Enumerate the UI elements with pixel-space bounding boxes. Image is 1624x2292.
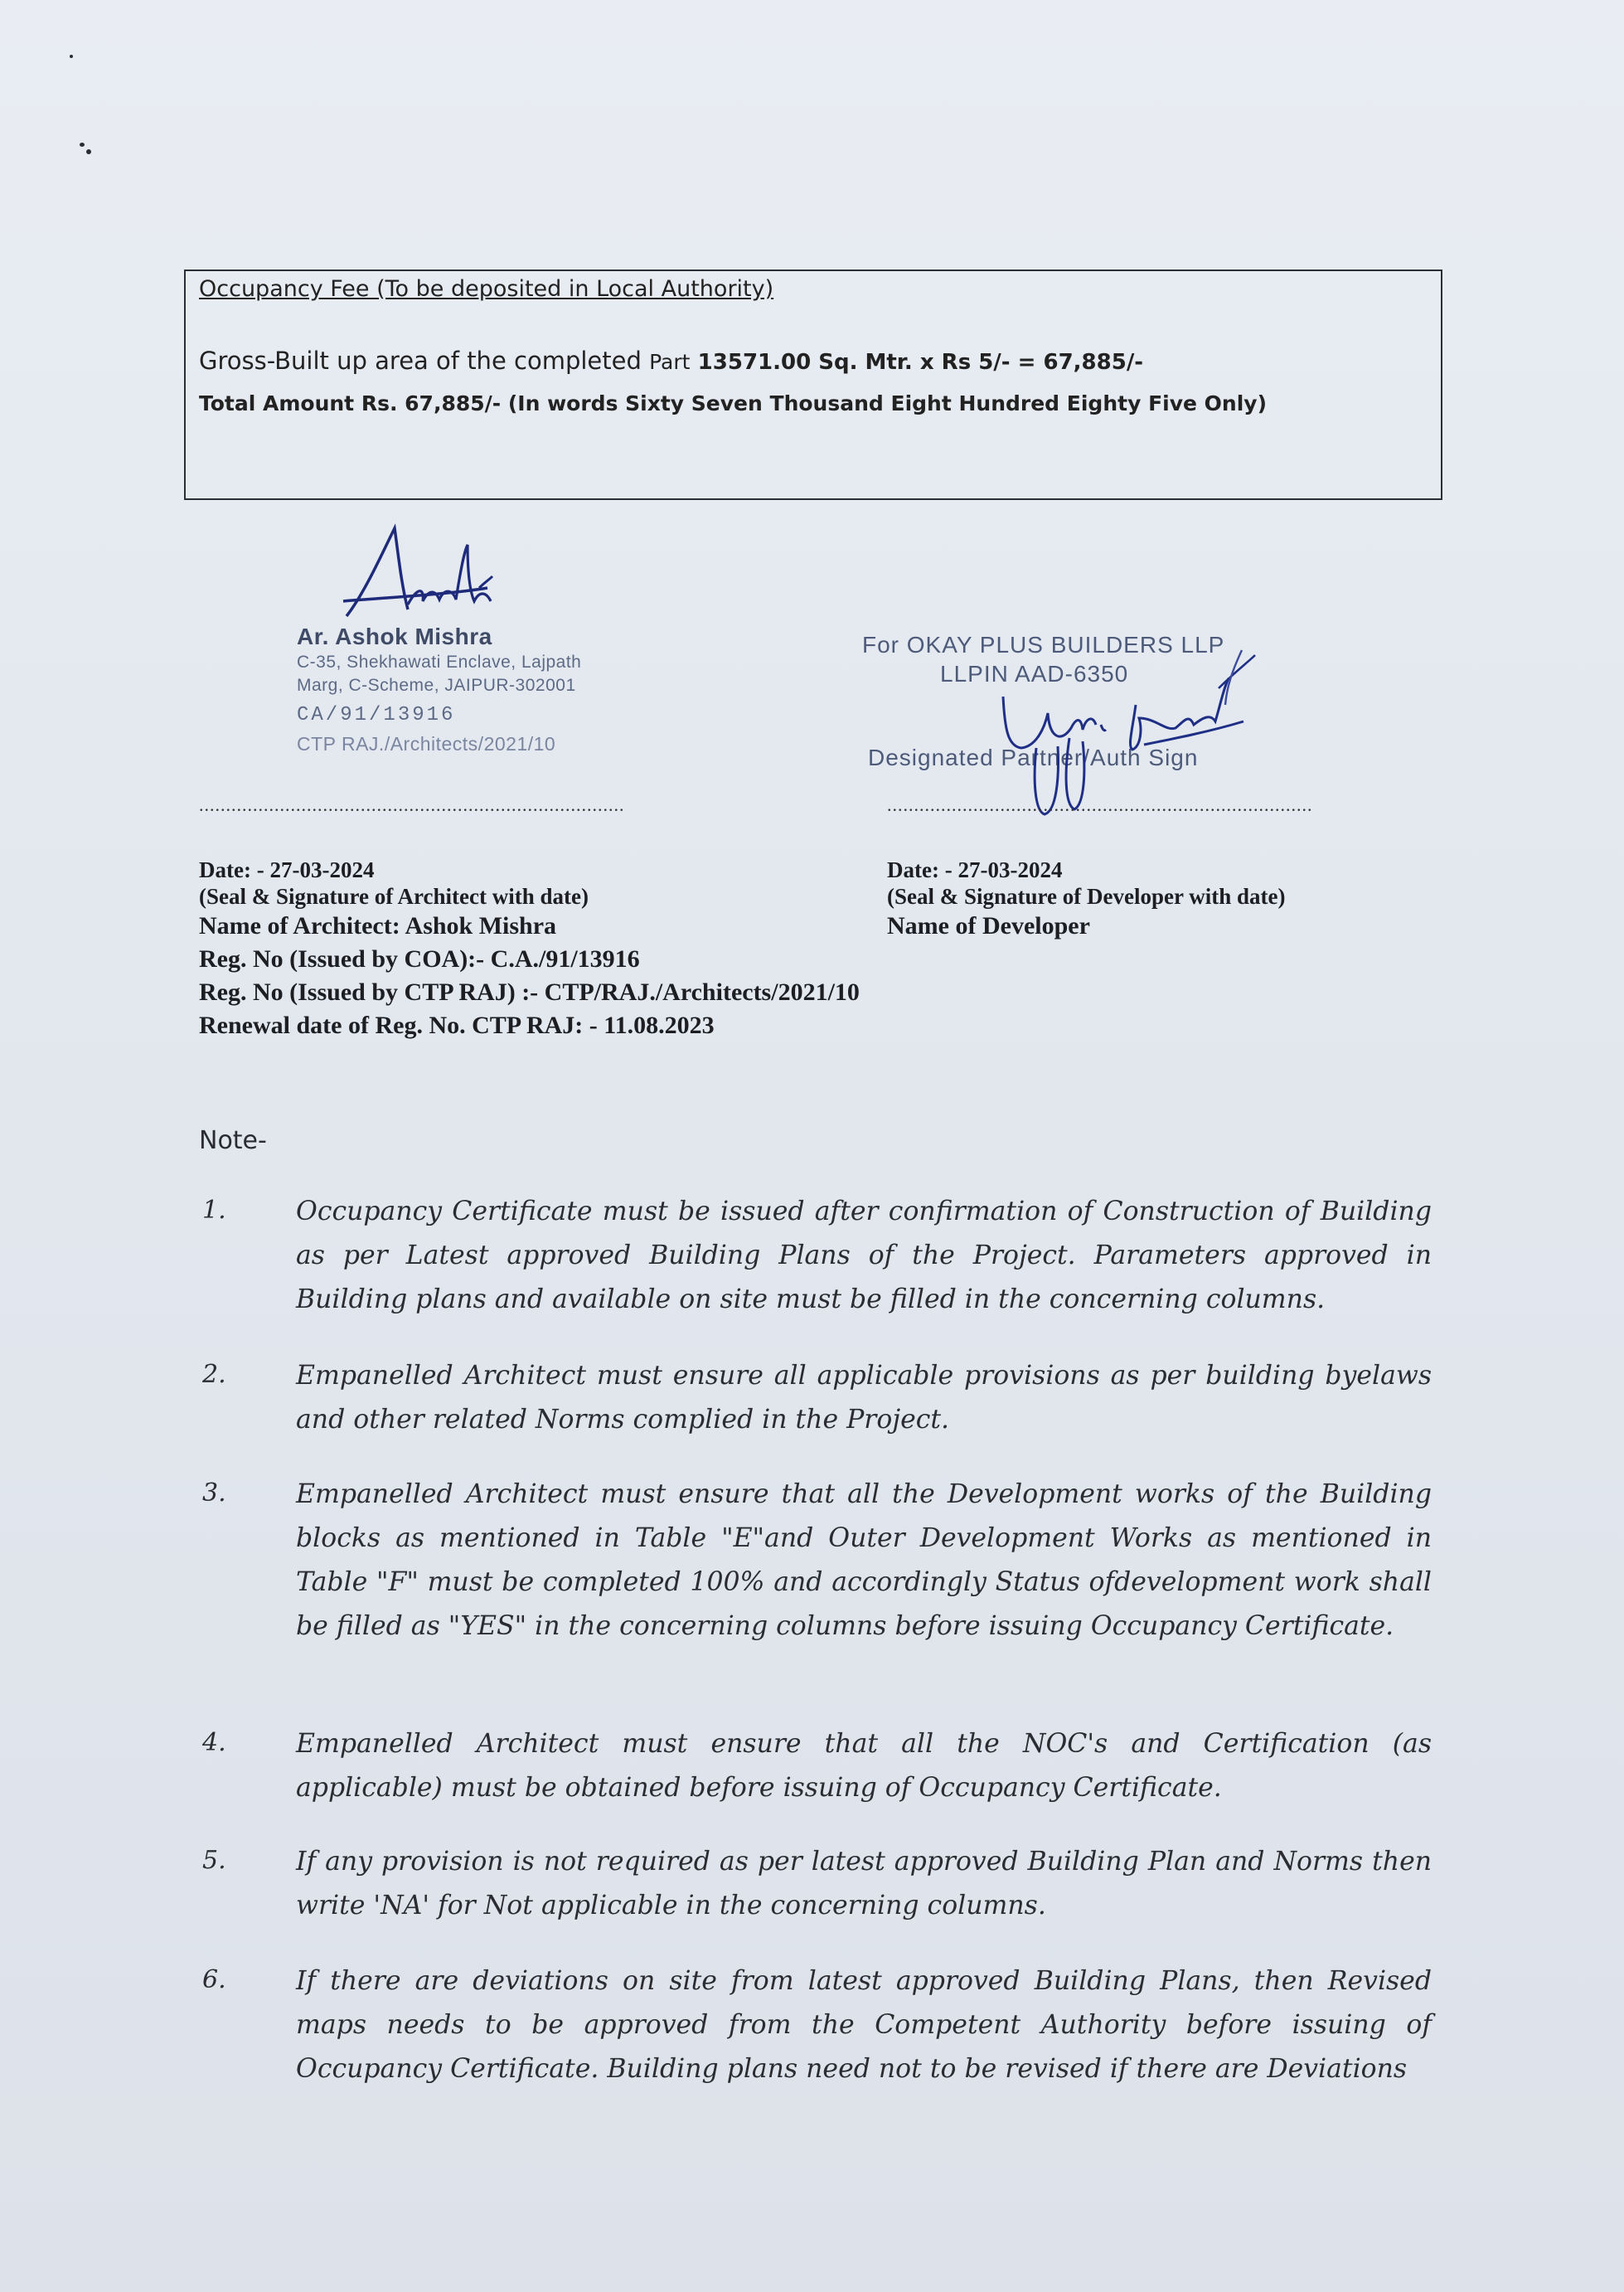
renewal-date: Renewal date of Reg. No. CTP RAJ: - 11.08.2023 xyxy=(199,1012,715,1039)
fee-line1-calc: 13571.00 Sq. Mtr. x Rs 5/- = 67,885/- xyxy=(697,350,1144,375)
note-text: Empanelled Architect must ensure that all the NOC's and Certification (as applicable) must be obtained before issuing of Occupancy Certificate. xyxy=(296,1729,1432,1803)
developer-stamp-sign-label: Designated Partner/Auth Sign xyxy=(868,745,1199,770)
note-text: If there are deviations on site from latest approved Building Plans, then Revised maps needs to be approved from the Competent Authority before issuing of Occupancy Certificate. Building plans need not to be revised if there are Deviations xyxy=(296,1966,1432,2084)
developer-date: Date: - 27-03-2024 xyxy=(887,857,1063,882)
developer-signature-line: ............................................................................... xyxy=(887,794,1313,815)
fee-line1-prefix: Gross-Built up area of the completed xyxy=(199,347,642,375)
architect-stamp-ca-number: CA/91/13916 xyxy=(297,704,456,726)
developer-stamp-llpin: LLPIN AAD-6350 xyxy=(940,661,1129,687)
note-number: 1. xyxy=(202,1196,226,1225)
note-number: 5. xyxy=(202,1846,226,1875)
note-text: If any provision is not required as per latest approved Building Plan and Norms then write 'NA' for Not applicable in the concerning columns. xyxy=(296,1847,1432,1921)
fee-calculation-line xyxy=(199,347,1143,375)
note-number: 6. xyxy=(202,1965,226,1994)
fee-total-line: Total Amount Rs. 67,885/- (In words Sixty Seven Thousand Eight Hundred Eighty Five Only) xyxy=(199,391,1268,415)
note-label: Note- xyxy=(199,1126,267,1155)
speck-mark xyxy=(80,143,85,147)
architect-seal-caption: (Seal & Signature of Architect with date) xyxy=(199,884,589,909)
note-text: Empanelled Architect must ensure that all the Development works of the Building blocks as mentioned in Table "E"and Outer Development Works as mentioned in Table "F" must be completed 100% and accordingly Status ofdevelopment work shall be filled as "YES" in the concerning columns before issuing Occupancy Certificate. xyxy=(296,1479,1432,1641)
note-number: 2. xyxy=(202,1360,226,1389)
architect-stamp-ctp-number: CTP RAJ./Architects/2021/10 xyxy=(297,733,556,755)
architect-stamp-address-line1: C-35, Shekhawati Enclave, Lajpath xyxy=(297,653,582,672)
speck-mark xyxy=(86,149,91,154)
note-text: Occupancy Certificate must be issued after confirmation of Construction of Building as per Latest approved Building Plans of the Project. Parameters approved in Building plans and available on site must be filled in the concerning columns. xyxy=(296,1197,1432,1314)
architect-name: Name of Architect: Ashok Mishra xyxy=(199,912,557,940)
speck-mark xyxy=(70,55,73,58)
occupancy-fee-box xyxy=(184,270,1442,500)
fee-heading: Occupancy Fee (To be deposited in Local Authority) xyxy=(199,276,774,302)
architect-stamp-name: Ar. Ashok Mishra xyxy=(297,624,492,649)
reg-no-ctp: Reg. No (Issued by CTP RAJ) :- CTP/RAJ./Architects/2021/10 xyxy=(199,978,860,1006)
architect-signature-line: ............................................................................... xyxy=(199,794,625,815)
developer-name: Name of Developer xyxy=(887,912,1090,940)
developer-stamp-company: For OKAY PLUS BUILDERS LLP xyxy=(862,632,1225,658)
note-number: 4. xyxy=(202,1728,226,1757)
reg-no-coa: Reg. No (Issued by COA):- C.A./91/13916 xyxy=(199,945,640,973)
developer-seal-caption: (Seal & Signature of Developer with date) xyxy=(887,884,1286,909)
note-text: Empanelled Architect must ensure all applicable provisions as per building byelaws and other related Norms complied in the Project. xyxy=(296,1361,1432,1435)
architect-date: Date: - 27-03-2024 xyxy=(199,857,375,882)
note-number: 3. xyxy=(202,1479,226,1508)
architect-stamp-address-line2: Marg, C-Scheme, JAIPUR-302001 xyxy=(297,676,576,695)
fee-line1-part: Part xyxy=(649,350,691,374)
